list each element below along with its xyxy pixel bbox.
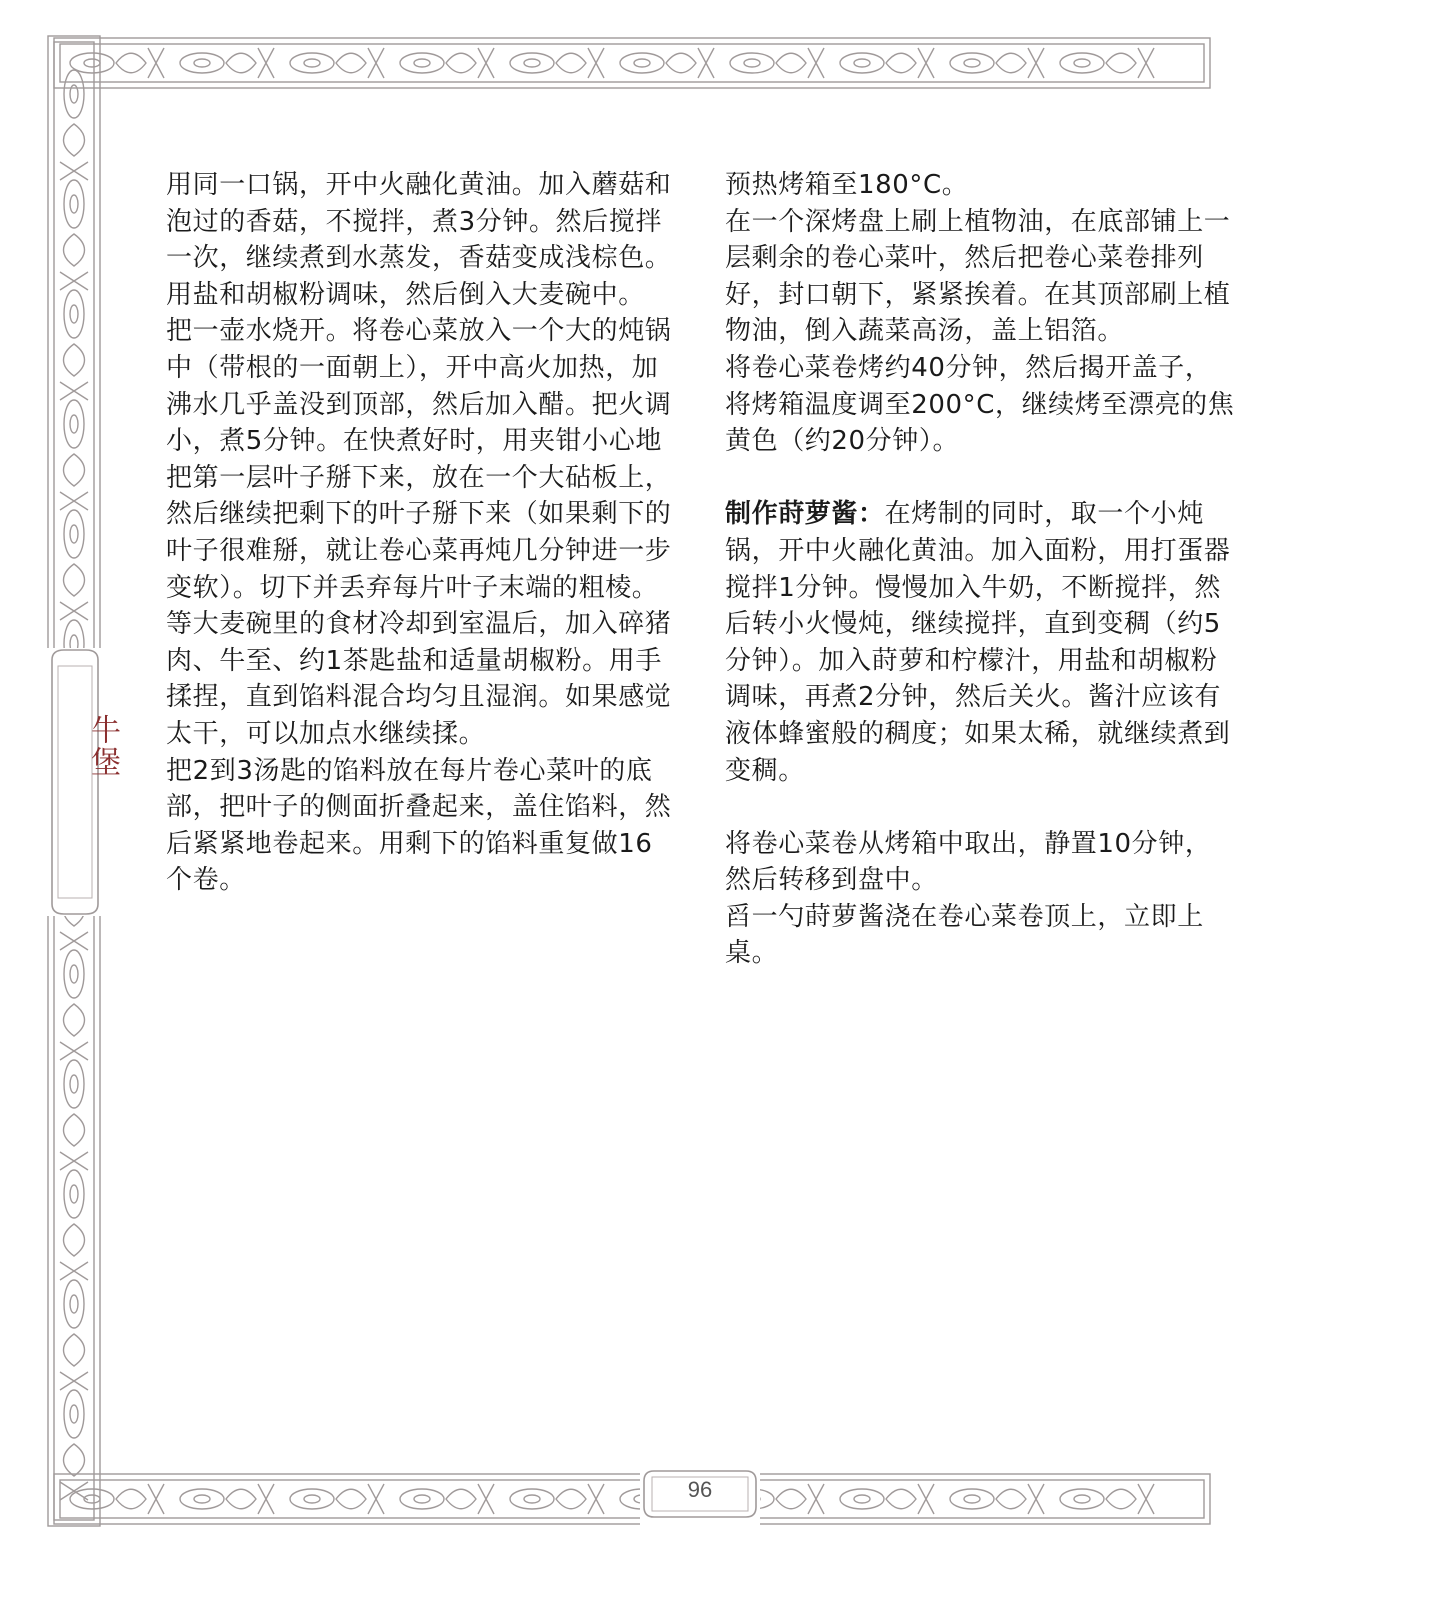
page-number-box (640, 1463, 760, 1525)
left-paragraph-3: 等大麦碗里的食材冷却到室温后，加入碎猪肉、牛至、约1茶匙盐和适量胡椒粉。用手揉捏，直到馅料混合均匀且湿润。如果感觉太干，可以加点水继续揉。 (166, 609, 672, 749)
right-paragraph-5: 将卷心菜卷从烤箱中取出，静置10分钟，然后转移到盘中。 (725, 828, 1212, 896)
paragraph-spacer (725, 789, 1237, 826)
left-paragraph-1: 用同一口锅，开中火融化黄油。加入蘑菇和泡过的香菇，不搅拌，煮3分钟。然后搅拌一次，继续煮到水蒸发，香菇变成浅棕色。用盐和胡椒粉调味，然后倒入大麦碗中。 (166, 170, 672, 310)
right-column (725, 167, 1237, 972)
ornamental-top-border (52, 34, 1212, 92)
paragraph-spacer (725, 460, 1237, 497)
sauce-text: 在烤制的同时，取一个小炖锅，开中火融化黄油。加入面粉，用打蛋器搅拌1分钟。慢慢加入牛奶，不断搅拌，然后转小火慢炖，继续搅拌，直到变稠（约5分钟）。加入莳萝和柠檬汁，用盐和胡椒粉调味，再煮2分钟，然后关火。酱汁应该有液体蜂蜜般的稠度；如果太稀，就继续煮到变稠。 (725, 499, 1231, 786)
section-tab-frame (44, 648, 106, 916)
left-paragraph-2: 把一壶水烧开。将卷心菜放入一个大的炖锅中（带根的一面朝上），开中高火加热，加沸水几乎盖没到顶部，然后加入醋。把火调小，煮5分钟。在快煮好时，用夹钳小心地把第一层叶子掰下来，放在一个大砧板上，然后继续把剩下的叶子掰下来（如果剩下的叶子很难掰，就让卷心菜再炖几分钟进一步变软）。切下并丢弃每片叶子末端的粗棱。 (166, 316, 672, 603)
sauce-paragraph (725, 496, 1237, 789)
right-paragraph-1: 预热烤箱至180°C。 (725, 170, 969, 200)
right-paragraph-3: 将卷心菜卷烤约40分钟，然后揭开盖子，将烤箱温度调至200°C，继续烤至漂亮的焦黄色（约20分钟）。 (725, 352, 1235, 457)
page-number: 96 (687, 1477, 713, 1502)
right-paragraph-6: 舀一勺莳萝酱浇在卷心菜卷顶上，立即上桌。 (725, 901, 1204, 969)
section-label: 牛堡 (85, 714, 120, 778)
section-tab (44, 648, 120, 916)
right-paragraph-2: 在一个深烤盘上刷上植物油，在底部铺上一层剩余的卷心菜叶，然后把卷心菜卷排列好，封口朝下，紧紧挨着。在其顶部刷上植物油，倒入蔬菜高汤，盖上铝箔。 (725, 206, 1231, 347)
sauce-label: 制作莳萝酱： (725, 499, 885, 530)
left-column (166, 167, 678, 899)
ornamental-bottom-border (52, 1470, 1212, 1528)
left-paragraph-4: 把2到3汤匙的馅料放在每片卷心菜叶的底部，把叶子的侧面折叠起来，盖住馅料，然后紧紧地卷起来。用剩下的馅料重复做16个卷。 (166, 755, 672, 896)
